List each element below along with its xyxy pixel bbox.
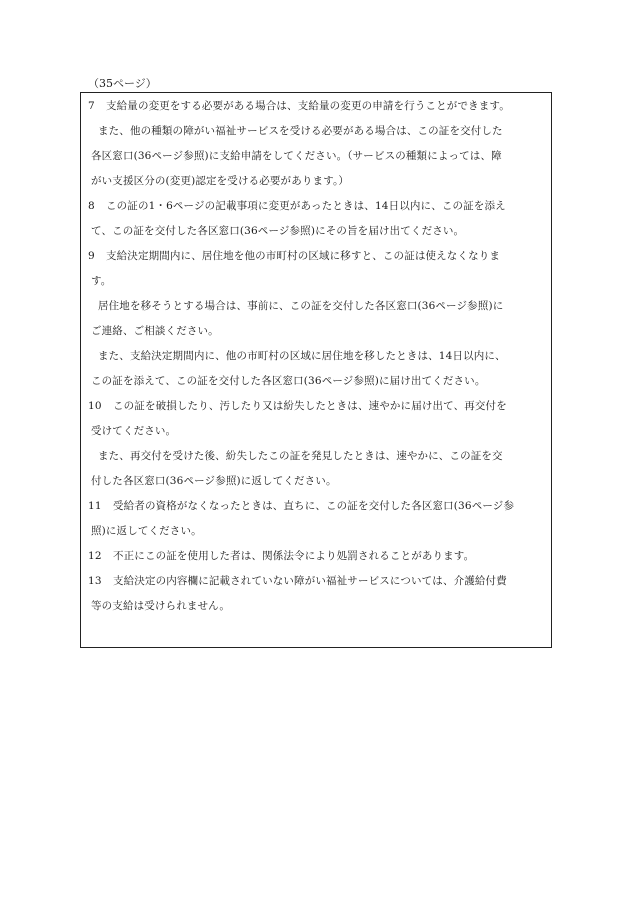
item-text: がい支援区分の(変更)認定を受ける必要があります。） <box>91 175 350 187</box>
item-text: 各区窓口(36ページ参照)に支給申請をしてください。（サービスの種類によっては、障 <box>91 150 502 162</box>
item-text: 受給者の資格がなくなったときは、直ちに、この証を交付した各区窓口(36ページ参 <box>113 500 515 512</box>
item-10-line-1 <box>88 399 541 414</box>
item-9-para-3-line-2 <box>88 374 541 389</box>
item-text: また、再交付を受けた後、紛失したこの証を発見したときは、速やかに、この証を交 <box>98 450 503 462</box>
item-text: 不正にこの証を使用した者は、関係法令により処罰されることがあります。 <box>113 550 475 562</box>
item-10-para-2-line-1 <box>88 449 541 464</box>
item-text: 照)に返してください。 <box>91 525 202 537</box>
item-7-para-2-line-2 <box>88 149 541 164</box>
item-number: 7 <box>88 100 95 112</box>
page-reference: （35ページ） <box>88 77 157 90</box>
item-text: この証を破損したり、汚したり又は紛失したときは、速やかに届け出て、再交付を <box>113 400 507 412</box>
item-11-line-1 <box>88 499 541 514</box>
item-number: 12 <box>88 550 102 562</box>
item-number: 11 <box>88 500 102 512</box>
item-number: 9 <box>88 250 95 262</box>
item-13-line-2 <box>88 599 541 614</box>
item-text: 受けてください。 <box>91 425 177 437</box>
item-9-line-2 <box>88 274 541 289</box>
item-8-line-2 <box>88 224 541 239</box>
item-13-line-1 <box>88 574 541 589</box>
item-text: また、他の種類の障がい福祉サービスを受ける必要がある場合は、この証を交付した <box>98 125 503 137</box>
item-9-line-1 <box>88 249 541 264</box>
item-text: この証の1・6ページの記載事項に変更があったときは、14日以内に、この証を添え <box>106 200 506 212</box>
item-text: 居住地を移そうとする場合は、事前に、この証を交付した各区窓口(36ページ参照)に <box>98 300 504 312</box>
item-9-para-2-line-2 <box>88 324 541 339</box>
item-text: 支給決定の内容欄に記載されていない障がい福祉サービスについては、介護給付費 <box>113 575 507 587</box>
notice-box <box>80 92 552 648</box>
item-text: 支給量の変更をする必要がある場合は、支給量の変更の申請を行うことができます。 <box>106 100 510 112</box>
item-9-para-2-line-1 <box>88 299 541 314</box>
item-10-line-2 <box>88 424 541 439</box>
item-text: この証を添えて、この証を交付した各区窓口(36ページ参照)に届け出てください。 <box>91 375 486 387</box>
item-text: ご連絡、ご相談ください。 <box>91 325 219 337</box>
item-10-para-2-line-2 <box>88 474 541 489</box>
item-text: す。 <box>91 275 112 287</box>
item-number: 10 <box>88 400 102 412</box>
item-text: 付した各区窓口(36ページ参照)に返してください。 <box>91 475 337 487</box>
item-7-para-2-line-3 <box>88 174 541 189</box>
item-text: 等の支給は受けられません。 <box>91 600 231 612</box>
item-11-line-2 <box>88 524 541 539</box>
item-7-para-2-line-1 <box>88 124 541 139</box>
item-9-para-3-line-1 <box>88 349 541 364</box>
item-number: 8 <box>88 200 95 212</box>
item-text: 支給決定期間内に、居住地を他の市町村の区域に移すと、この証は使えなくなりま <box>106 250 501 262</box>
item-number: 13 <box>88 575 102 587</box>
item-12-line-1 <box>88 549 541 564</box>
item-text: て、この証を交付した各区窓口(36ページ参照)にその旨を届け出てください。 <box>91 225 465 237</box>
item-8-line-1 <box>88 199 541 214</box>
item-text: また、支給決定期間内に、他の市町村の区域に居住地を移したときは、14日以内に、 <box>98 350 506 362</box>
item-7-line-1 <box>88 99 541 114</box>
